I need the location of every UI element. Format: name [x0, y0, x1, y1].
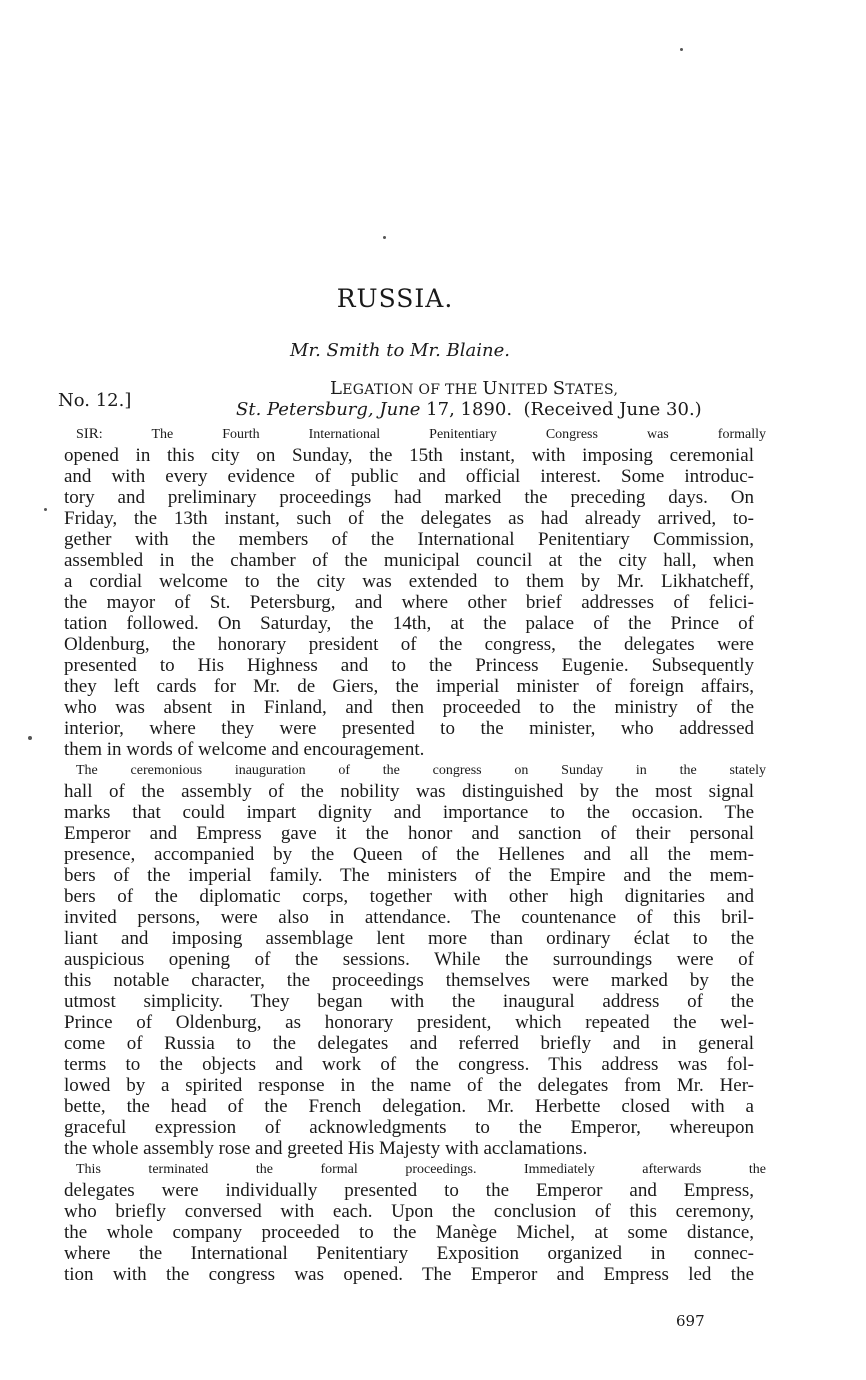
text-line: them in words of welcome and encouragement.: [64, 739, 425, 760]
text-line: Emperor and Empress gave it the honor and sanction of their personal: [64, 823, 754, 844]
text-line: hall of the assembly of the nobility was distinguished by the most signal: [64, 781, 754, 802]
dateline: [236, 399, 702, 420]
salutation-initial: S: [76, 427, 84, 442]
text-line: Oldenburg, the honorary president of the congress, the delegates were: [64, 634, 754, 655]
text-line: Friday, the 13th instant, such of the delegates as had already arrived, to-: [64, 508, 754, 529]
text-line: interior, where they were presented to the minister, who addressed: [64, 718, 754, 739]
text-line: and with every evidence of public and official interest. Some introduc-: [64, 466, 754, 487]
text-line: opened in this city on Sunday, the 15th instant, with imposing ceremonial: [64, 445, 754, 466]
text-line: Prince of Oldenburg, as honorary president, which repeated the wel-: [64, 1012, 754, 1033]
speck-mark: [28, 736, 32, 740]
salutation-rest: IR: [83, 426, 99, 442]
line-text: The Fourth International Penitentiary Congress was formally: [102, 427, 766, 442]
text-line: the whole company proceeded to the Manège Michel, at some distance,: [64, 1222, 754, 1243]
dateline-received: (Received June 30.): [523, 399, 702, 420]
speck-mark: [44, 508, 47, 511]
text-line: bers of the imperial family. The ministers of the Empire and the mem-: [64, 865, 754, 886]
paragraph-2: [64, 760, 766, 1159]
text-line: tory and preliminary proceedings had marked the preceding days. On: [64, 487, 754, 508]
text-line: the whole assembly rose and greeted His Majesty with acclamations.: [64, 1138, 588, 1159]
text-line: tation followed. On Saturday, the 14th, at the palace of the Prince of: [64, 613, 754, 634]
paragraph-3: [64, 1159, 766, 1285]
document-number: No. 12.]: [58, 390, 132, 411]
text-line: a cordial welcome to the city was extended to them by Mr. Likhatcheff,: [64, 571, 754, 592]
text-line: come of Russia to the delegates and referred briefly and in general: [64, 1033, 754, 1054]
paragraph-1: [64, 424, 766, 760]
text-line: This terminated the formal proceedings. Immediately afterwards the: [76, 1162, 766, 1177]
text-line: presence, accompanied by the Queen of the Hellenes and all the mem-: [64, 844, 754, 865]
text-line: presented to His Highness and to the Princess Eugenie. Subsequently: [64, 655, 754, 676]
text-line: utmost simplicity. They began with the inaugural address of the: [64, 991, 754, 1012]
letter-body: [64, 424, 766, 1285]
text-line: bers of the diplomatic corps, together with other high dignitaries and: [64, 886, 754, 907]
text-line: who was absent in Finland, and then proceeded to the ministry of the: [64, 697, 754, 718]
dateline-place: St. Petersburg, June: [236, 399, 421, 420]
text-line: where the International Penitentiary Exposition organized in connec-: [64, 1243, 754, 1264]
text-line: they left cards for Mr. de Giers, the imperial minister of foreign affairs,: [64, 676, 754, 697]
text-line: terms to the objects and work of the congress. This address was fol-: [64, 1054, 754, 1075]
united-initial: U: [482, 378, 498, 399]
united-rest: NITED: [497, 382, 553, 398]
states-rest: TATES,: [565, 382, 619, 398]
text-line: liant and imposing assemblage lent more than ordinary éclat to the: [64, 928, 754, 949]
text-line: gether with the members of the International Penitentiary Commission,: [64, 529, 754, 550]
salutation-colon: :: [98, 427, 103, 442]
text-line: lowed by a spirited response in the name of the delegates from Mr. Her-: [64, 1075, 754, 1096]
legation-rest: EGATION OF THE: [342, 382, 483, 398]
text-line: the mayor of St. Petersburg, and where other brief addresses of felici-: [64, 592, 754, 613]
page-number: 697: [676, 1312, 705, 1330]
text-line: graceful expression of acknowledgments to the Emperor, whereupon: [64, 1117, 754, 1138]
legation-header: [330, 378, 618, 399]
legation-initial: L: [330, 378, 343, 399]
text-line: who briefly conversed with each. Upon the conclusion of this ceremony,: [64, 1201, 754, 1222]
page-heading: RUSSIA.: [336, 284, 454, 313]
speck-mark: [680, 48, 683, 51]
text-line: bette, the head of the French delegation. Mr. Herbette closed with a: [64, 1096, 754, 1117]
dateline-date: 17, 1890.: [420, 399, 513, 420]
states-initial: S: [552, 378, 566, 399]
text-line: auspicious opening of the sessions. While the surroundings were of: [64, 949, 754, 970]
text-line: [64, 424, 766, 445]
text-line: marks that could impart dignity and importance to the occasion. The: [64, 802, 754, 823]
speck-mark: [383, 236, 386, 239]
letter-subheading: Mr. Smith to Mr. Blaine.: [290, 340, 510, 361]
text-line: this notable character, the proceedings themselves were marked by the: [64, 970, 754, 991]
text-line: delegates were individually presented to the Emperor and Empress,: [64, 1180, 754, 1201]
text-line: tion with the congress was opened. The Emperor and Empress led the: [64, 1264, 754, 1285]
text-line: The ceremonious inauguration of the congress on Sunday in the stately: [76, 763, 766, 778]
text-line: invited persons, were also in attendance. The countenance of this bril-: [64, 907, 754, 928]
text-line: assembled in the chamber of the municipal council at the city hall, when: [64, 550, 754, 571]
